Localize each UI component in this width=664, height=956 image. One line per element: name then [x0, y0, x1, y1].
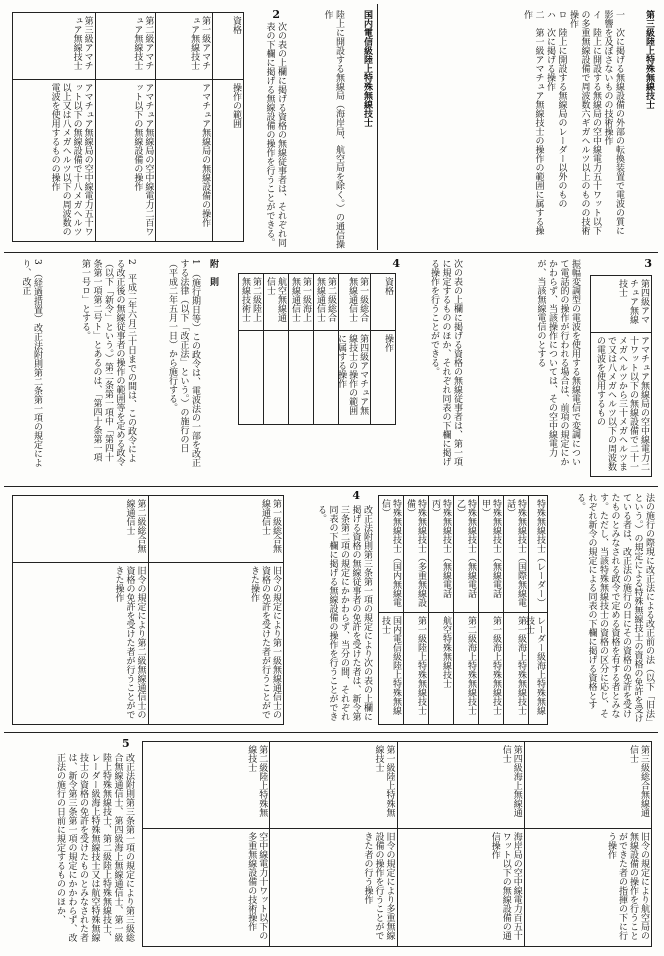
table-header-qualification: 資格 [213, 13, 243, 80]
table-row: 第二級総合無線通信士 旧令の規定により第二級無線通信士の資格の免許を受けた者が行うことができた操作 [13, 496, 148, 724]
band1-divider [377, 4, 378, 250]
table-row: 第二級アマチュア無線技士 アマチュア無線局の空中線電力二百ワット以下の無線設備の操作 [95, 13, 156, 241]
table-row: 第一級総合無線通信士 第四級アマチュア無線技士の操作の範囲に属する操作 [338, 274, 370, 424]
table-header-scope: 操作の範囲 [231, 83, 241, 128]
table-row: 特殊無線技士（無線電話丙） 航空特殊無線技士 [428, 496, 453, 724]
band1-right-head: 第三級陸上特殊無線技士 [644, 10, 654, 109]
band2-para-3: 振幅変調型の電波を使用する無線電信で変調について電話的の操作が行われる場合は、前項の規定にかかわらず、当該操作については、その空中線電力が、当該無線電信のとする [535, 259, 580, 466]
band3-right-para: 法の施行の際現に改正法による改正前の法（以下「旧法」という。）の規定による特殊無線技士の資格の免許を受けている者は、改正法の施行の日にその資格の免許を受けたものとみなされる政令で定める資格を有する者とみなす。ただし、当該特殊無線技士の資格の区分に応じ、それぞれ新令の規定による同表の下欄に掲げる資格とする。 [575, 493, 654, 723]
band2-number-3: 3 [644, 257, 652, 270]
section-band-2 [4, 252, 658, 485]
section-band-4 [4, 732, 658, 953]
table-row: 特殊無線技士（無線電話乙） 第二級海上特殊無線技士 [453, 496, 478, 724]
band2-suppl-3: 3 （経過措置）改正法附則第二条第一項の規定により、改正 [20, 259, 42, 468]
band1-number: 2 [272, 8, 280, 21]
table-row: 特殊無線技士（国際無線電話） 第一級海上特殊無線技士 [503, 496, 528, 724]
table-row: 第二級陸上特殊無線技士 空中線電力十ワット以下の多重無線設備の技術操作 [143, 742, 269, 946]
band3-number: 4 [352, 489, 360, 502]
table-row: 第三級アマチュア無線技士 アマチュア無線局の空中線電力五十ワット以下の無線設備で十八メガヘルツ以上又は八メガヘルツ以下の周波数の電波を使用するものの操作 [13, 13, 95, 241]
table-row: 特殊無線技士（レーダー） レーダー級海上特殊無線技士 [528, 496, 547, 724]
band4-para: 改正法附則第三条第一項の規定により第三級総合無線通信士、第四級海上無線通信士、第一級陸上特殊無線技士、第二級陸上特殊無線技士、レーダー級海上特殊無線技士又は航空特殊無線技士の資格の免許を受けたものとみなされた者は、新令第三条第一項の規定にかかわらず、改正法の施行の日前に規定するもののほか、 [55, 753, 134, 942]
band1-item-2: イ 陸上に開設する無線局の空中線電力五十ワット以下の多重無線設備で周波数六ギガヘルツ以上のものの技術操作 [568, 10, 601, 235]
table-row: 第一級総合無線通信士 旧令の規定により第一級無線通信士の資格の免許を受けた者が行うことができた操作 [148, 496, 284, 724]
band3-para: 改正法附則第三条第一項の規定により次の表の上欄に掲げる資格の無線従事者の免許を受けた者は、新令第三条第二項の規定にかかわらず、当分の間、それぞれ同表の下欄に掲げる無線設備の操作を行うことができる。 [316, 505, 372, 721]
band1-license-table [12, 12, 244, 242]
band1-item-3: ロ 陸上に開設する無線局のレーダー以外のもの [556, 10, 567, 208]
band1-item-1: 一 次に掲げる無線設備の外部の転換装置で電波の質に影響を及ぼさないものの技術操作 [602, 10, 624, 235]
table-row: 第三級総合無線通信士 旧令の規定により航空局の無線設備の操作を行うことができた者の指揮の下に行う操作 [524, 742, 651, 946]
section-band-1 [4, 4, 658, 250]
band2-suppl-1: 1 （施行期日等）この政令は、電波法の一部を改正する法律（以下「改正法」という。）の施行の日（平成二年五月一日）から施行する。 [167, 259, 200, 468]
table-row: 第一級陸上特殊無線技士 旧令の規定により多重無線設備の操作を行うことができた者の行う操作 [269, 742, 396, 946]
band3-transition-table [378, 495, 548, 725]
band1-item-4: ハ 次に掲げる操作 [545, 10, 555, 91]
table-row: 航空無線通信士 [263, 274, 288, 424]
section-band-3 [4, 486, 658, 731]
band2-suppl-2: 2 平成二年六月三十日までの間は、この政令による改正後の無線従事者の操作の範囲等を定める政令（以下「新令」という。）第二条第一項中「第四十条第一項第二号ト」とあるのは、「第四十条第一項第一号ロ」とする。 [80, 259, 136, 466]
band1-right-items [384, 10, 624, 240]
table-row: 第一級アマチュア無線技士 アマチュア無線局の無線設備の操作 [155, 13, 212, 241]
band1-item-5: 二 第一級アマチュア無線技士の操作の範囲に属する操作 [522, 10, 544, 235]
band1-mid-head: 国内電信級陸上特殊無線技士 [362, 10, 372, 127]
band4-number: 5 [122, 737, 130, 750]
table-row: 特殊無線技士（無線電話甲） 第一級海上特殊無線技士 [478, 496, 503, 724]
table-row: 第四級海上無線通信士 海岸局の空中線電力百五十ワット以下の無線設備の通信操作 [397, 742, 524, 946]
table-row: 第二級総合無線通信士 [313, 274, 338, 424]
band1-intro: 次の表の上欄に掲げる資格の無線従事者は、それぞれ同表の下欄に掲げる無線設備の操作を行うことができる。 [264, 22, 286, 247]
band4-table [142, 741, 652, 947]
table-row: 第二級陸上無線技術士 [239, 274, 263, 424]
band2-ops-table: 資格 操作 第一級総合無線通信士 第四級アマチュア無線技士の操作の範囲に属する操作 第二級総合無線通信士 第一級海上無線通信士 航空無線通信士 第二級陸上無線技術士 [238, 273, 396, 425]
table-row: 特殊無線技士（多重無線設備） 第一級陸上特殊無線技士 [403, 496, 428, 724]
table-row: 第一級海上無線通信士 [288, 274, 313, 424]
band1-mid-body: 陸上に開設する無線局（海岸局、航空局を除く。）の通信操作 [322, 10, 344, 249]
band3-op-table [12, 495, 284, 725]
band2-para-4: 次の表の上欄に掲げる資格の無線従事者は、第一項に規定するもののほか、それぞれ同表の下欄に掲げる操作を行うことができる。 [429, 259, 462, 466]
table-row: 特殊無線技士（国内無線電信） 国内電信級陸上特殊無線技士 [379, 496, 403, 724]
band2-amateur-table: 第四級アマチュア無線技士 アマチュア無線局の空中線電力二十ワット以下の無線設備で二十一メガヘルツから三十メガヘルツまで又は八メガヘルツ以下の周波数の電波を使用するもの [590, 275, 652, 477]
band2-number-4: 4 [392, 257, 400, 270]
band2-suppl-title: 附 則 [208, 259, 218, 286]
